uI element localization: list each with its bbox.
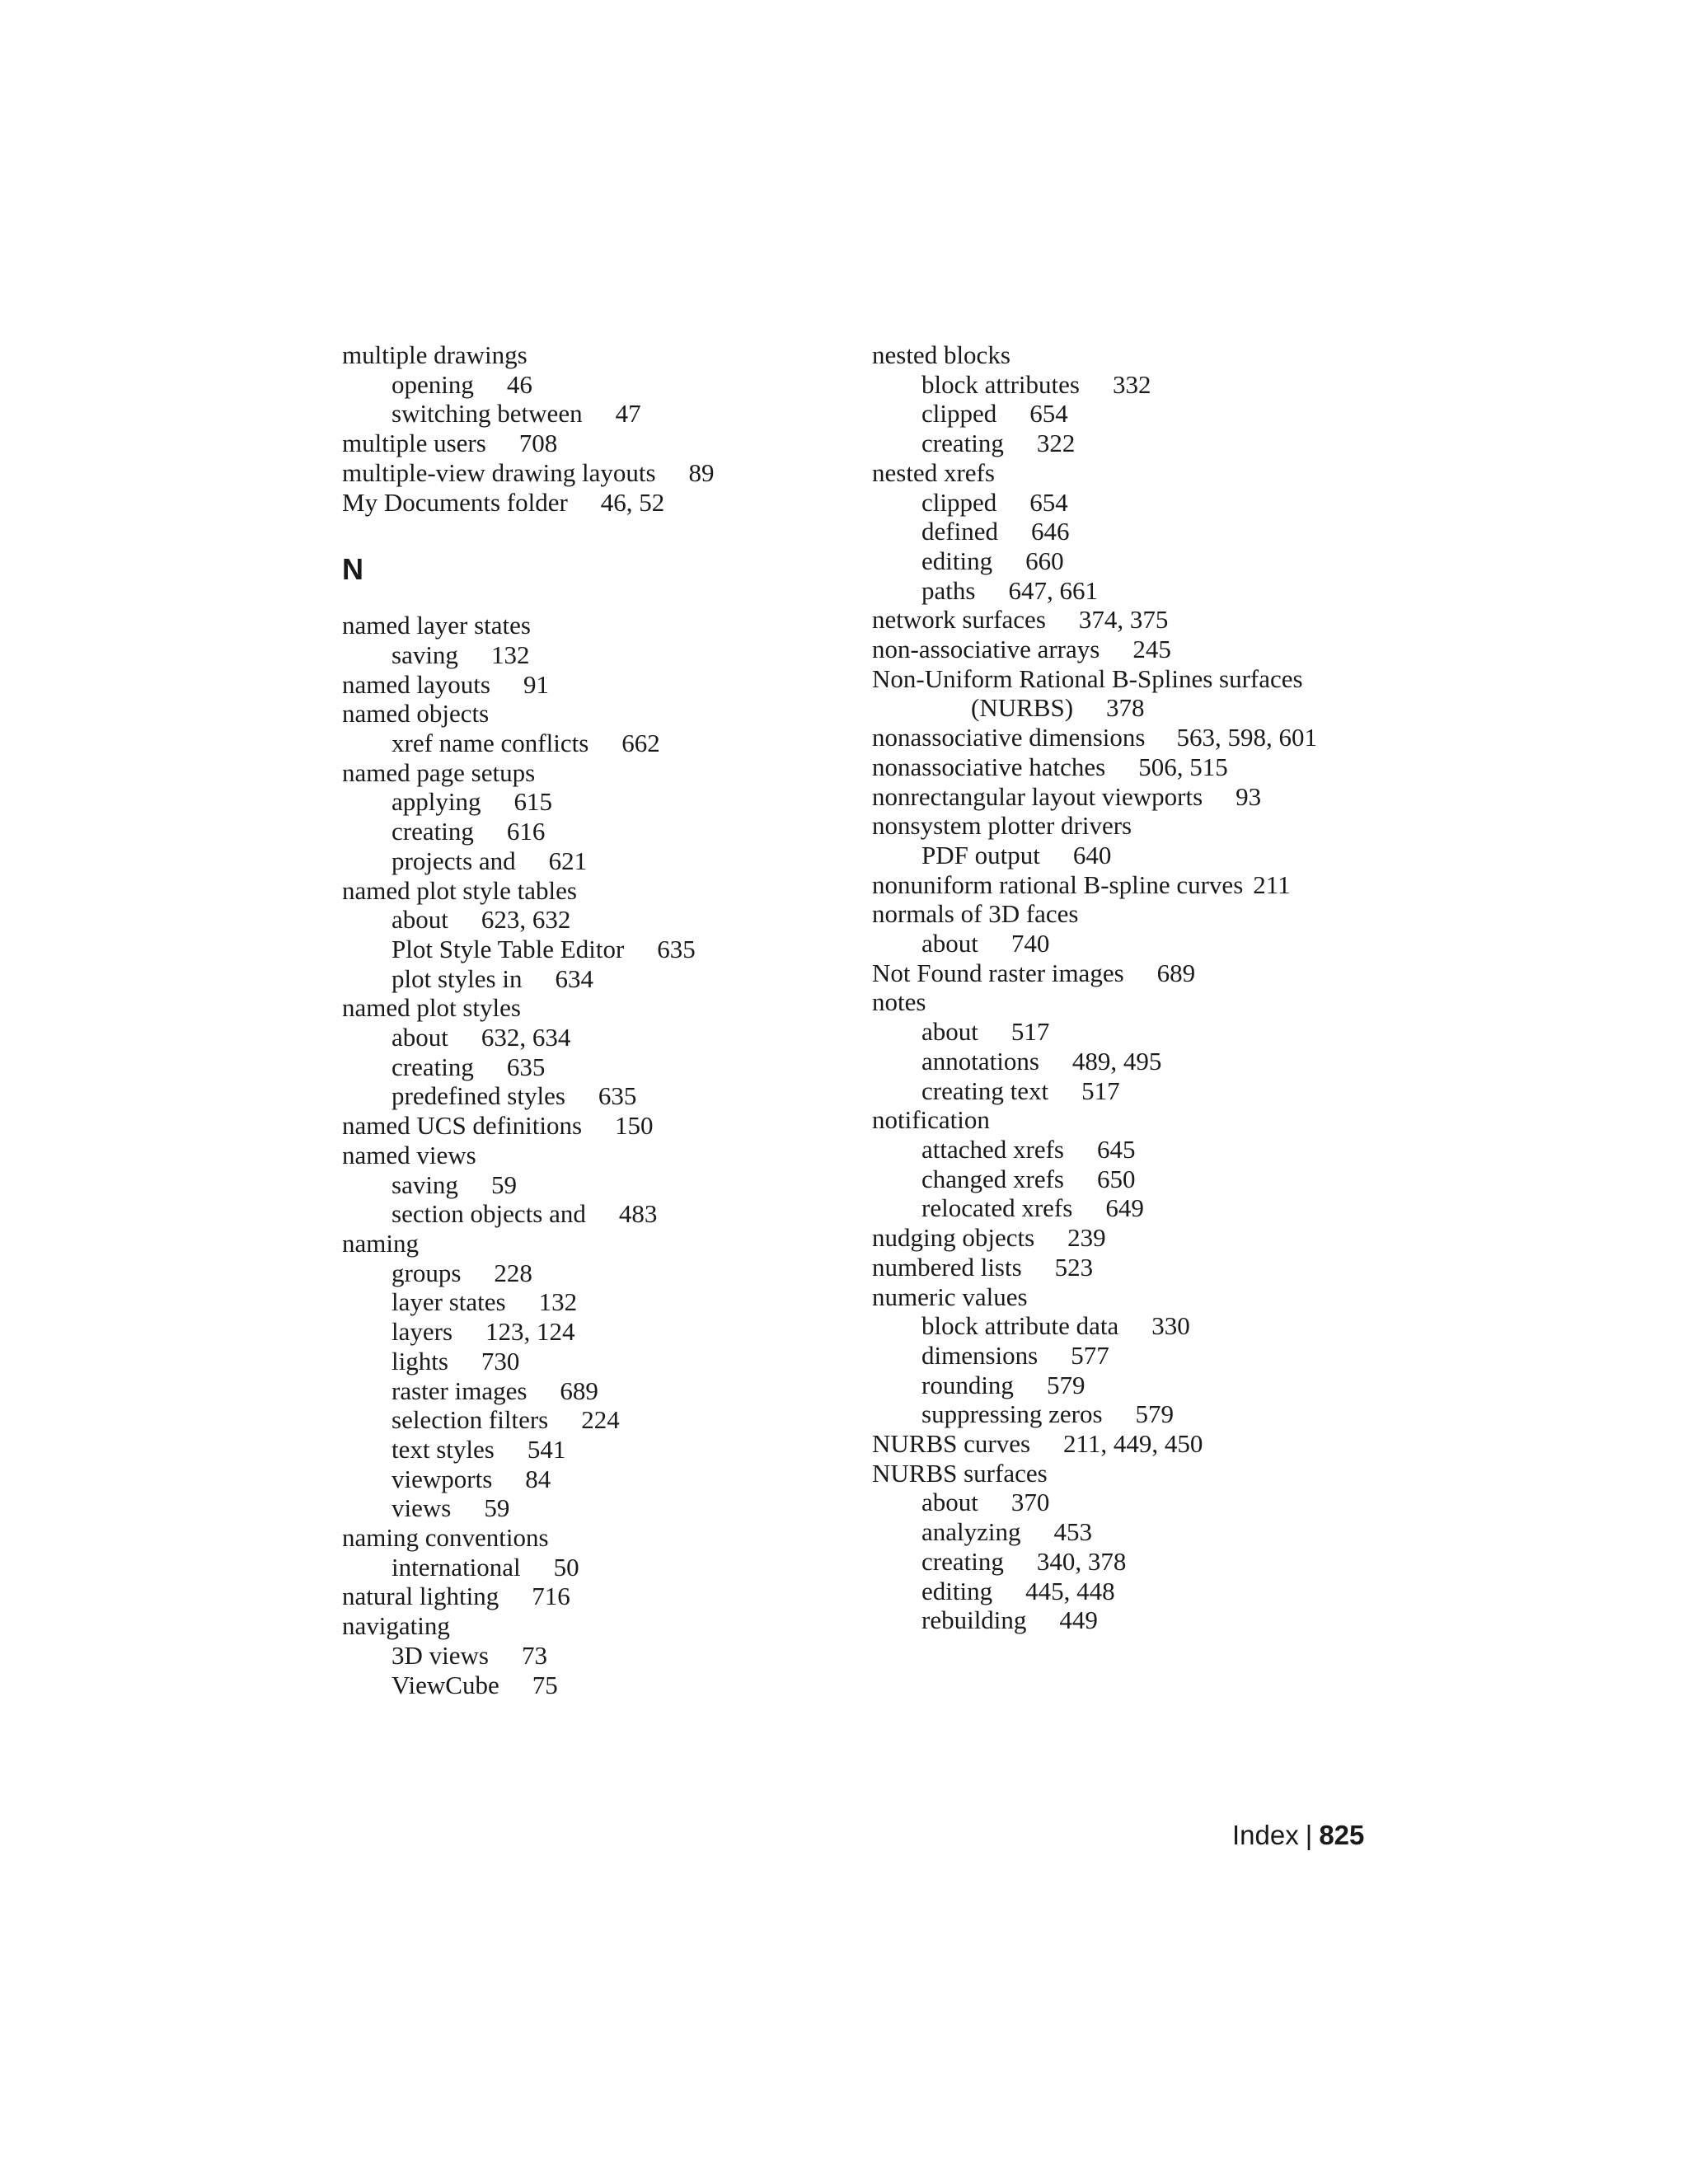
entry-term: groups [392,1258,462,1287]
index-entry [872,605,1400,635]
entry-term: editing [921,546,993,575]
entry-term: nested blocks [872,340,1010,369]
entry-term: clipped [921,399,997,429]
footer-label: Index [1232,1820,1299,1850]
index-subentry [342,1170,820,1200]
index-entry [342,1611,820,1641]
index-entry [872,458,1400,488]
entry-pages: 445, 448 [1025,1576,1115,1605]
index-subentry [342,1376,820,1406]
entry-term: numbered lists [872,1252,1022,1282]
index-entry [872,1105,1400,1135]
index-subentry [872,1311,1400,1341]
entry-pages: 453 [1053,1517,1093,1547]
index-entry [342,758,820,788]
entry-pages: 330 [1151,1311,1190,1341]
page-number: 825 [1319,1820,1365,1850]
entry-term: clipped [921,487,997,517]
entry-term: saving [392,640,458,669]
entry-pages: 46, 52 [600,487,665,517]
entry-term: nonuniform rational B-spline curves [872,869,1244,899]
entry-term: suppressing zeros [921,1399,1103,1429]
entry-pages: 50 [553,1552,579,1582]
entry-pages: 632, 634 [481,1023,571,1052]
entry-pages: 635 [657,934,696,963]
index-subentry [342,817,820,846]
entry-pages: 577 [1071,1340,1109,1370]
index-subentry [342,935,820,964]
entry-pages: 579 [1135,1399,1175,1429]
entry-pages: 649 [1105,1193,1144,1223]
entry-term: rebuilding [921,1605,1027,1635]
entry-term: My Documents folder [342,487,568,517]
index-subentry [872,1017,1400,1047]
index-subentry [342,905,820,935]
index-subentry [342,846,820,876]
entry-pages: 93 [1236,781,1262,811]
index-entry [342,611,820,640]
entry-term: numeric values [872,1282,1028,1311]
index-subentry [342,1671,820,1700]
entry-term: attached xrefs [921,1134,1064,1164]
entry-term: predefined styles [392,1081,565,1111]
entry-term: projects and [392,846,516,875]
entry-pages: 621 [548,846,588,875]
index-subentry [872,841,1400,870]
entry-pages: 322 [1036,429,1076,458]
entry-term: multiple-view drawing layouts [342,457,656,487]
index-subentry [342,399,820,429]
entry-pages: 91 [523,669,549,699]
entry-pages: 616 [506,817,546,846]
entry-term: natural lighting [342,1582,499,1611]
index-subentry [872,1517,1400,1547]
index-entry [872,870,1400,900]
index-entry [872,723,1432,752]
entry-pages: 615 [513,787,552,817]
index-subentry [872,1605,1400,1635]
entry-pages: 123, 124 [485,1317,575,1347]
index-entry [342,670,820,700]
entry-pages: 59 [484,1493,510,1523]
entry-term: editing [921,1576,993,1605]
index-subentry [342,370,820,400]
entry-pages: 370 [1010,1488,1050,1517]
entry-term: Plot Style Table Editor [392,934,625,963]
index-subentry [342,1081,820,1111]
index-subentry [872,370,1400,400]
index-subentry [872,1547,1400,1577]
index-subentry [872,1076,1400,1106]
entry-pages: 239 [1067,1223,1106,1253]
entry-term: creating text [921,1076,1049,1105]
entry-pages: 483 [618,1199,658,1229]
entry-pages: 150 [615,1111,654,1141]
entry-pages: 650 [1097,1164,1136,1193]
index-subentry [342,964,820,994]
entry-pages: 211, 449, 450 [1063,1429,1203,1459]
index-entry [342,488,820,518]
entry-term: viewports [392,1464,493,1493]
index-entry [872,1459,1400,1488]
entry-pages: 489, 495 [1071,1046,1162,1076]
entry-pages: 224 [581,1405,620,1435]
entry-term: notes [872,987,926,1017]
index-subentry [872,1371,1400,1400]
index-subentry [872,1165,1400,1194]
entry-pages: 634 [555,963,593,993]
entry-pages: 449 [1059,1605,1098,1635]
index-subentry [872,1341,1400,1371]
entry-term: PDF output [921,840,1040,869]
entry-term: nonassociative hatches [872,752,1106,781]
entry-term: notification [872,1105,990,1135]
footer-separator: | [1305,1820,1313,1850]
index-column-left [342,340,820,1699]
entry-term: international [392,1552,521,1582]
index-subentry [342,1435,820,1465]
entry-term: paths [921,575,976,605]
entry-term: switching between [392,399,583,429]
index-subentry [342,1052,820,1082]
entry-pages: 640 [1072,840,1112,869]
index-entry [872,340,1400,370]
index-subentry [872,1577,1400,1606]
entry-term: raster images [392,1376,528,1405]
entry-term: nonassociative dimensions [872,723,1146,752]
entry-pages: 654 [1029,399,1068,429]
index-entry [342,699,820,729]
index-subentry [342,787,820,817]
entry-pages: 46 [506,369,532,399]
entry-pages: 740 [1010,929,1050,958]
index-subentry [872,576,1400,606]
entry-term: Not Found raster images [872,958,1124,987]
entry-pages: 623, 632 [481,905,571,935]
entry-term: NURBS surfaces [872,1458,1048,1488]
entry-pages: 517 [1010,1017,1050,1047]
entry-term: Non-Uniform Rational B-Splines surfaces (NURBS) [872,663,1303,723]
entry-pages: 211 [1253,869,1291,899]
entry-pages: 89 [688,457,715,487]
entry-term: normals of 3D faces [872,899,1079,929]
entry-term: named views [342,1140,476,1169]
entry-pages: 654 [1029,487,1068,517]
entry-term: naming conventions [342,1523,549,1553]
entry-term: layers [392,1317,453,1347]
index-entry [872,987,1400,1017]
index-entry [872,752,1400,782]
entry-term: 3D views [392,1640,489,1670]
entry-term: nonsystem plotter drivers [872,811,1132,841]
entry-pages: 662 [621,729,660,758]
entry-term: selection filters [392,1405,549,1435]
entry-term: nested xrefs [872,457,995,487]
entry-term: views [392,1493,452,1523]
entry-pages: 579 [1046,1370,1085,1399]
entry-pages: 708 [518,429,558,458]
entry-term: lights [392,1346,448,1376]
entry-pages: 75 [532,1670,558,1699]
entry-term: nudging objects [872,1223,1035,1253]
index-entry [872,811,1400,841]
index-subentry [872,429,1400,458]
entry-pages: 635 [506,1052,546,1081]
entry-pages: 517 [1081,1076,1120,1105]
entry-pages: 635 [598,1081,637,1111]
index-subentry [342,640,820,670]
index-subentry [872,488,1400,518]
entry-term: analyzing [921,1517,1021,1547]
entry-term: plot styles in [392,963,523,993]
entry-term: named layer states [342,611,531,640]
index-subentry [342,1553,820,1582]
page-footer [1232,1820,1364,1851]
entry-pages: 730 [481,1346,520,1376]
entry-term: applying [392,787,481,817]
entry-term: creating [392,1052,474,1081]
entry-term: block attributes [921,369,1080,399]
entry-term: opening [392,369,474,399]
index-entry [342,876,820,906]
entry-pages: 646 [1030,517,1070,546]
entry-term: non-associative arrays [872,635,1100,664]
index-entry [872,899,1400,929]
entry-term: block attribute data [921,1311,1119,1341]
index-subentry [872,546,1400,576]
entry-term: text styles [392,1434,495,1464]
index-entry [872,1429,1400,1459]
entry-pages: 73 [521,1640,547,1670]
index-entry [342,458,820,488]
index-subentry [342,1347,820,1376]
entry-term: section objects and [392,1199,586,1229]
index-subentry [872,929,1400,958]
entry-term: about [392,905,448,935]
index-subentry [342,1405,820,1435]
index-entry [342,1229,820,1258]
entry-pages: 132 [538,1287,578,1317]
entry-term: multiple users [342,429,486,458]
entry-pages: 59 [490,1169,517,1199]
index-entry [872,1223,1400,1253]
entry-pages: 541 [527,1434,566,1464]
index-entry [342,1111,820,1141]
index-subentry [872,399,1400,429]
entry-pages: 378 [1106,693,1145,723]
entry-term: multiple drawings [342,340,528,369]
entry-pages: 660 [1025,546,1064,575]
entry-term: NURBS curves [872,1429,1031,1459]
index-subentry [872,1488,1400,1517]
entry-term: about [921,1017,978,1047]
entry-pages: 647, 661 [1008,575,1098,605]
index-entry [872,958,1400,988]
index-subentry [872,1399,1400,1429]
entry-term: named layouts [342,669,490,699]
index-subentry [342,1317,820,1347]
entry-pages: 716 [532,1582,570,1611]
entry-pages: 689 [1156,958,1196,987]
entry-pages: 332 [1112,369,1151,399]
entry-pages: 523 [1054,1252,1094,1282]
entry-term: named plot styles [342,993,521,1023]
index-entry [872,782,1400,812]
index-subentry [342,1641,820,1671]
entry-pages: 506, 515 [1138,752,1228,781]
entry-term: named page setups [342,757,536,787]
entry-term: defined [921,517,998,546]
entry-term: about [392,1023,448,1052]
entry-term: creating [921,1546,1004,1576]
entry-term: dimensions [921,1340,1039,1370]
index-subentry [342,1023,820,1052]
entry-term: named plot style tables [342,875,577,905]
entry-term: ViewCube [392,1670,499,1699]
entry-term: rounding [921,1370,1014,1399]
entry-pages: 340, 378 [1036,1546,1127,1576]
entry-pages: 563, 598, 601 [1176,723,1317,752]
index-entry [872,635,1400,664]
entry-pages: 374, 375 [1078,605,1169,635]
index-subentry [872,1193,1400,1223]
entry-pages: 84 [525,1464,551,1493]
index-entry [872,664,1465,723]
index-subentry [872,1135,1400,1165]
entry-term: creating [921,429,1004,458]
entry-term: layer states [392,1287,506,1317]
entry-pages: 228 [494,1258,532,1287]
entry-term: changed xrefs [921,1164,1064,1193]
entry-pages: 689 [560,1376,598,1405]
index-entry [872,1282,1400,1312]
entry-pages: 47 [615,399,641,429]
index-entry [342,1582,820,1611]
entry-term: named UCS definitions [342,1111,583,1141]
index-entry [342,1523,820,1553]
index-entry [342,993,820,1023]
index-entry [342,340,820,370]
entry-term: relocated xrefs [921,1193,1073,1223]
entry-term: named objects [342,699,490,729]
index-subentry [342,1465,820,1494]
index-subentry [872,1047,1400,1076]
section-heading: N [342,552,363,587]
index-entry [342,429,820,458]
entry-pages: 245 [1132,635,1171,664]
index-subentry [342,1493,820,1523]
entry-term: about [921,1488,978,1517]
index-subentry [342,729,820,758]
entry-term: creating [392,817,474,846]
index-column-right [872,340,1400,1635]
index-entry [872,1253,1400,1282]
entry-term: xref name conflicts [392,729,589,758]
entry-pages: 645 [1096,1134,1136,1164]
index-subentry [872,517,1400,546]
entry-term: annotations [921,1046,1039,1076]
entry-term: network surfaces [872,605,1046,635]
index-subentry [342,1199,820,1229]
entry-term: saving [392,1169,458,1199]
index-subentry [342,1287,820,1317]
entry-pages: 132 [490,640,530,669]
index-subentry [342,1258,820,1288]
entry-term: nonrectangular layout viewports [872,781,1203,811]
entry-term: navigating [342,1611,450,1641]
entry-term: naming [342,1228,419,1258]
index-entry [342,1141,820,1170]
entry-term: about [921,929,978,958]
